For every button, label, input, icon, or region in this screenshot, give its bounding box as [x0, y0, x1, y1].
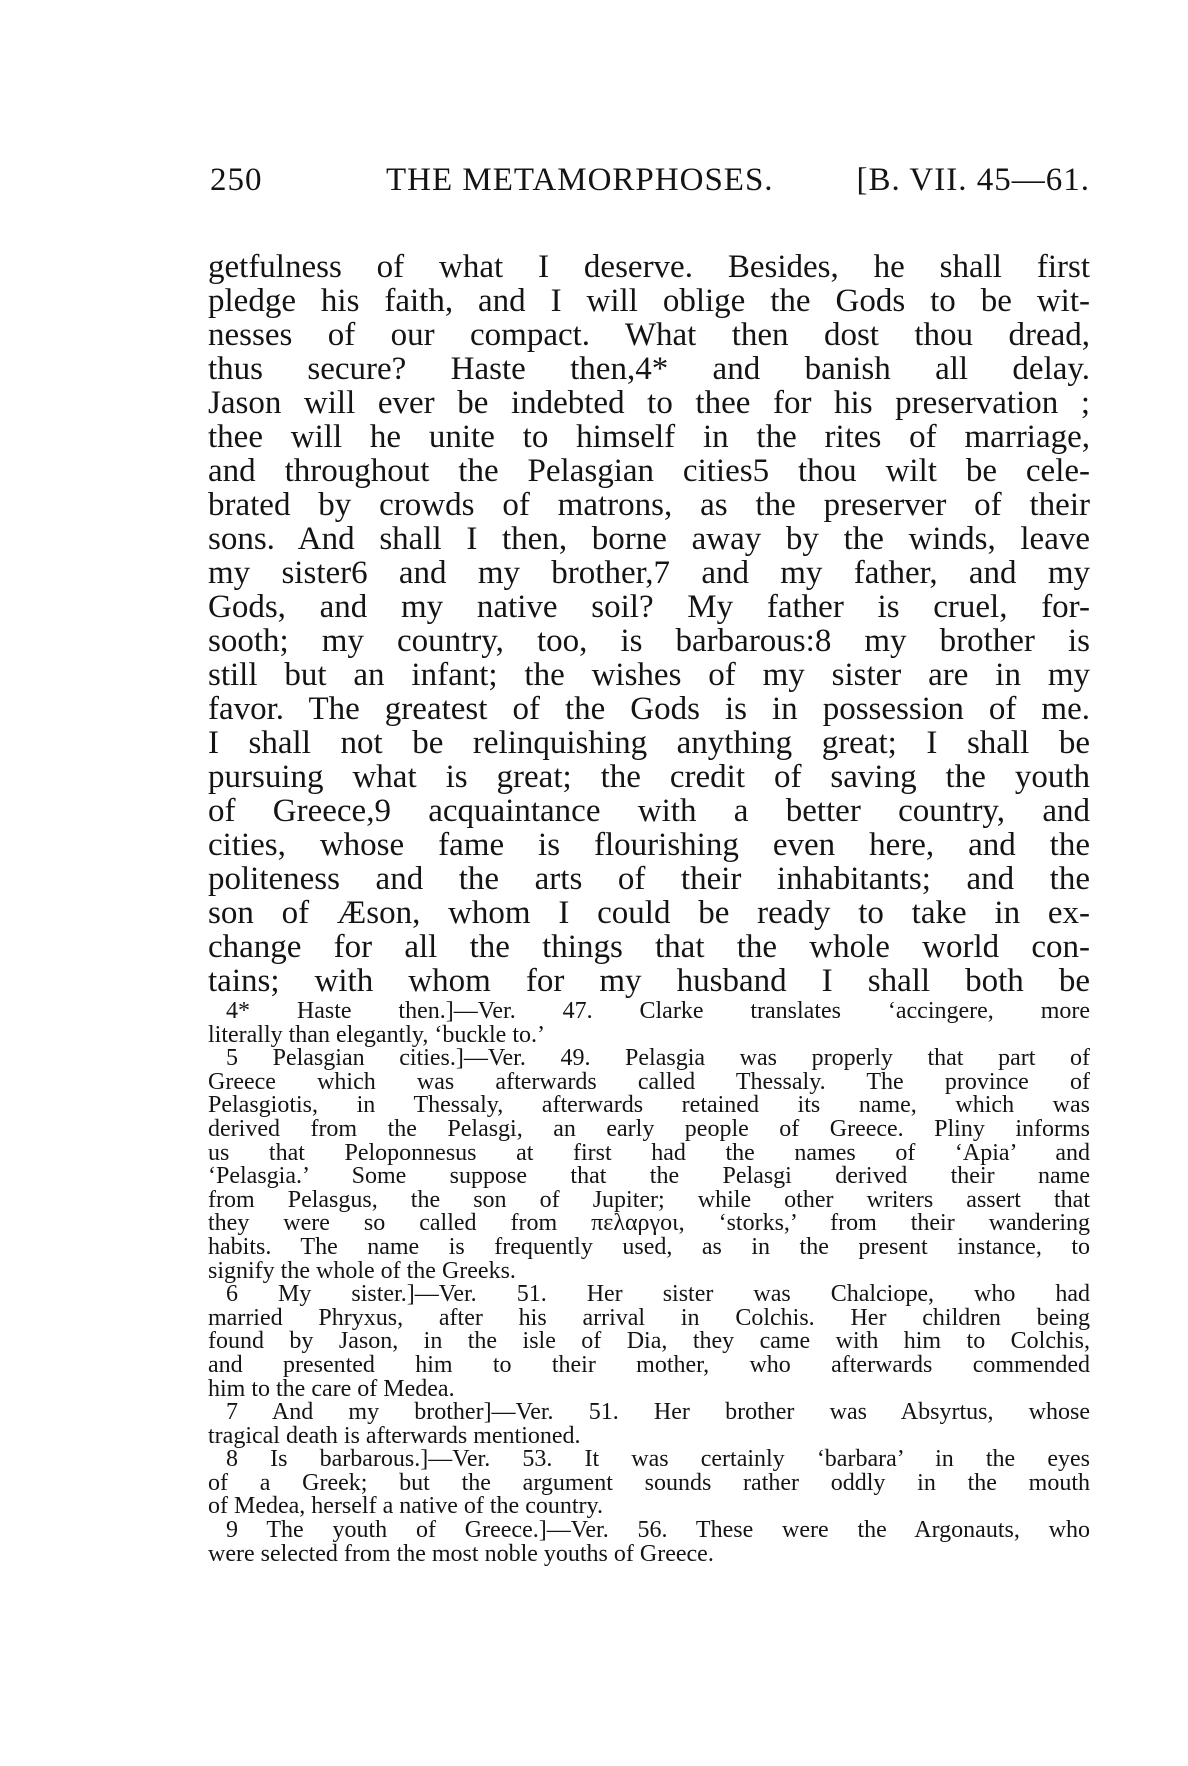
footnote-line: Greece which was afterwards called Thessaly. The province of [208, 1068, 1090, 1095]
text-line: my sister6 and my brother,7 and my father, and my [208, 555, 1090, 591]
running-header [210, 162, 1090, 210]
text-line: politeness and the arts of their inhabitants; and the [208, 861, 1090, 897]
footnote-line: him to the care of Medea. [208, 1375, 455, 1402]
footnote-line: 9 The youth of Greece.]—Ver. 56. These were the Argonauts, who [226, 1517, 1090, 1544]
footnote-line: and presented him to their mother, who afterwards commended [208, 1351, 1090, 1378]
verse-reference: [B. VII. 45—61. [856, 162, 1090, 198]
footnote-line: us that Peloponnesus at first had the names of ‘Apia’ and [208, 1139, 1090, 1166]
text-line: tains; with whom for my husband I shall both be [208, 963, 1090, 999]
text-line: sooth; my country, too, is barbarous:8 my brother is [208, 623, 1090, 659]
text-line: brated by crowds of matrons, as the preserver of their [208, 487, 1090, 523]
text-line: change for all the things that the whole world con- [208, 929, 1090, 965]
page-number: 250 [210, 162, 263, 198]
text-line: son of Æson, whom I could be ready to take in ex- [208, 895, 1090, 931]
footnote-line: of Medea, herself a native of the country. [208, 1493, 603, 1520]
text-line: of Greece,9 acquaintance with a better country, and [208, 793, 1090, 829]
footnote-line: tragical death is afterwards mentioned. [208, 1422, 581, 1449]
text-line: favor. The greatest of the Gods is in possession of me. [208, 691, 1090, 727]
footnote-line: literally than elegantly, ‘buckle to.’ [208, 1021, 545, 1048]
main-text [208, 250, 1090, 998]
text-line: Jason will ever be indebted to thee for his preservation ; [208, 385, 1090, 421]
footnote-line: Pelasgiotis, in Thessaly, afterwards retained its name, which was [208, 1092, 1090, 1119]
footnote-line: were selected from the most noble youths of Greece. [208, 1540, 714, 1567]
footnote-line: ‘Pelasgia.’ Some suppose that the Pelasgi derived their name [208, 1163, 1090, 1190]
footnote-line: derived from the Pelasgi, an early people of Greece. Pliny informs [208, 1115, 1090, 1142]
footnote-line: 4* Haste then.]—Ver. 47. Clarke translates ‘accingere, more [226, 998, 1090, 1024]
text-line: sons. And shall I then, borne away by the winds, leave [208, 521, 1090, 557]
footnote-line: married Phryxus, after his arrival in Colchis. Her children being [208, 1304, 1090, 1331]
footnote-line: 7 And my brother]—Ver. 51. Her brother was Absyrtus, whose [226, 1399, 1090, 1426]
text-line: still but an infant; the wishes of my sister are in my [208, 657, 1090, 693]
footnote-line: found by Jason, in the isle of Dia, they came with him to Colchis, [208, 1328, 1090, 1355]
footnotes [208, 1000, 1090, 1566]
footnote-line: habits. The name is frequently used, as in the present instance, to [208, 1233, 1090, 1260]
footnote-line: they were so called from πελαργοι, ‘storks,’ from their wandering [208, 1210, 1090, 1237]
footnote-line: 6 My sister.]—Ver. 51. Her sister was Chalciope, who had [226, 1281, 1090, 1308]
text-line: I shall not be relinquishing anything great; I shall be [208, 725, 1090, 761]
footnote-line: from Pelasgus, the son of Jupiter; while other writers assert that [208, 1186, 1090, 1213]
text-line: pledge his faith, and I will oblige the Gods to be wit- [208, 283, 1090, 319]
text-line: Gods, and my native soil? My father is cruel, for- [208, 589, 1090, 625]
text-line: and throughout the Pelasgian cities5 thou wilt be cele- [208, 453, 1090, 489]
footnote-line: 8 Is barbarous.]—Ver. 53. It was certainly ‘barbara’ in the eyes [226, 1446, 1090, 1473]
text-line: thus secure? Haste then,4* and banish all delay. [208, 351, 1090, 387]
text-line: thee will he unite to himself in the rites of marriage, [208, 419, 1090, 455]
footnote-line: 5 Pelasgian cities.]—Ver. 49. Pelasgia was properly that part of [226, 1045, 1090, 1072]
text-line: getfulness of what I deserve. Besides, he shall first [208, 249, 1090, 285]
book-title: THE METAMORPHOSES. [386, 162, 774, 198]
text-line: pursuing what is great; the credit of saving the youth [208, 759, 1090, 795]
footnote-line: of a Greek; but the argument sounds rather oddly in the mouth [208, 1469, 1090, 1496]
text-line: nesses of our compact. What then dost thou dread, [208, 317, 1090, 353]
text-line: cities, whose fame is flourishing even here, and the [208, 827, 1090, 863]
footnote-line: signify the whole of the Greeks. [208, 1257, 516, 1284]
